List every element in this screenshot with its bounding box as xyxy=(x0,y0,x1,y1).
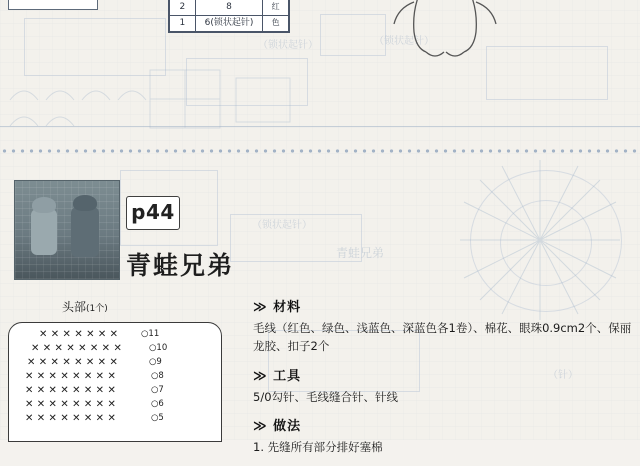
tools-heading xyxy=(253,365,633,384)
materials-text: 毛线（红色、绿色、浅蓝色、深蓝色各1卷）、棉花、眼珠0.9cm2个、保丽龙胶、扣子2个 xyxy=(253,321,632,353)
ghost-text-1: （锁状起针） xyxy=(258,40,318,51)
dotted-separator xyxy=(0,143,640,157)
arrow-icon: ≫ xyxy=(253,419,268,435)
ghost-circle-2 xyxy=(500,200,592,286)
project-photo xyxy=(14,180,120,280)
chart-row-symbols: ✕✕✕✕✕✕✕✕ xyxy=(31,343,126,354)
materials-heading-text: 材料 xyxy=(273,300,302,315)
chart-row-symbols: ✕✕✕✕✕✕✕✕ xyxy=(27,357,122,368)
dot-pattern xyxy=(0,147,640,155)
top-left-table xyxy=(8,0,98,10)
chart-row-symbols: ✕✕✕✕✕✕✕✕ xyxy=(25,399,120,410)
arrow-icon: ≫ xyxy=(253,368,268,384)
page-number-badge: p44 xyxy=(126,196,180,230)
method-heading xyxy=(253,415,633,434)
chart-row-symbols: ✕✕✕✕✕✕✕✕ xyxy=(25,385,120,396)
chart-row-symbols: ✕✕✕✕✕✕✕✕ xyxy=(25,413,120,424)
frog-head xyxy=(73,195,97,211)
cell-color: 红 xyxy=(263,0,289,16)
chart-row-symbols: ✕✕✕✕✕✕✕ xyxy=(39,329,122,340)
photo-frog-right xyxy=(71,207,99,257)
tools-text: 5/0勾针、毛线缝合针、针线 xyxy=(253,389,399,404)
divider-line-top xyxy=(0,126,640,127)
cell-row: 2 xyxy=(170,0,196,16)
ghost-text-4: （针） xyxy=(548,370,578,381)
table-row xyxy=(170,0,289,16)
crochet-chart-inner xyxy=(9,323,221,441)
tools-heading-text: 工具 xyxy=(273,368,302,384)
crochet-chart xyxy=(8,322,222,442)
cell-stitches: 6(锁状起针) xyxy=(195,16,262,32)
table-row xyxy=(170,16,289,32)
cell-color: 色 xyxy=(263,16,289,32)
arrow-icon: ≫ xyxy=(253,300,268,315)
chart-row-marker: ○9 xyxy=(149,357,162,367)
chart-row-marker: ○8 xyxy=(151,371,164,381)
cell-stitches: 8 xyxy=(195,0,262,16)
ghost-text-2: （锁状起针） xyxy=(374,36,434,47)
instructions-column xyxy=(253,296,633,466)
chart-row-marker: ○11 xyxy=(141,329,160,339)
chart-row-marker: ○6 xyxy=(151,399,164,409)
materials-heading xyxy=(253,296,633,315)
stitch-count-table xyxy=(168,0,290,33)
method-text: 1. 先缝所有部分排好塞棉 xyxy=(253,440,383,455)
cell-row: 1 xyxy=(170,16,196,32)
ghost-box-2 xyxy=(186,58,308,106)
toy-line-drawing xyxy=(380,0,510,65)
chart-row-symbols: ✕✕✕✕✕✕✕✕ xyxy=(25,371,120,382)
page-title: 青蛙兄弟 xyxy=(126,251,235,280)
chart-row-marker: ○5 xyxy=(151,413,164,423)
photo-frog-left xyxy=(31,209,57,255)
chart-row-marker: ○10 xyxy=(149,343,168,353)
part-label xyxy=(62,298,108,315)
ghost-text-3: （锁状起针） xyxy=(252,220,312,231)
ghost-text-5: 青蛙兄弟 xyxy=(336,246,385,260)
ghost-box-1 xyxy=(24,18,166,76)
frog-head xyxy=(32,197,56,213)
part-count-text: (1个) xyxy=(86,304,108,314)
chart-row-marker: ○7 xyxy=(151,385,164,395)
method-heading-text: 做法 xyxy=(273,419,302,435)
part-label-text: 头部 xyxy=(62,300,87,314)
